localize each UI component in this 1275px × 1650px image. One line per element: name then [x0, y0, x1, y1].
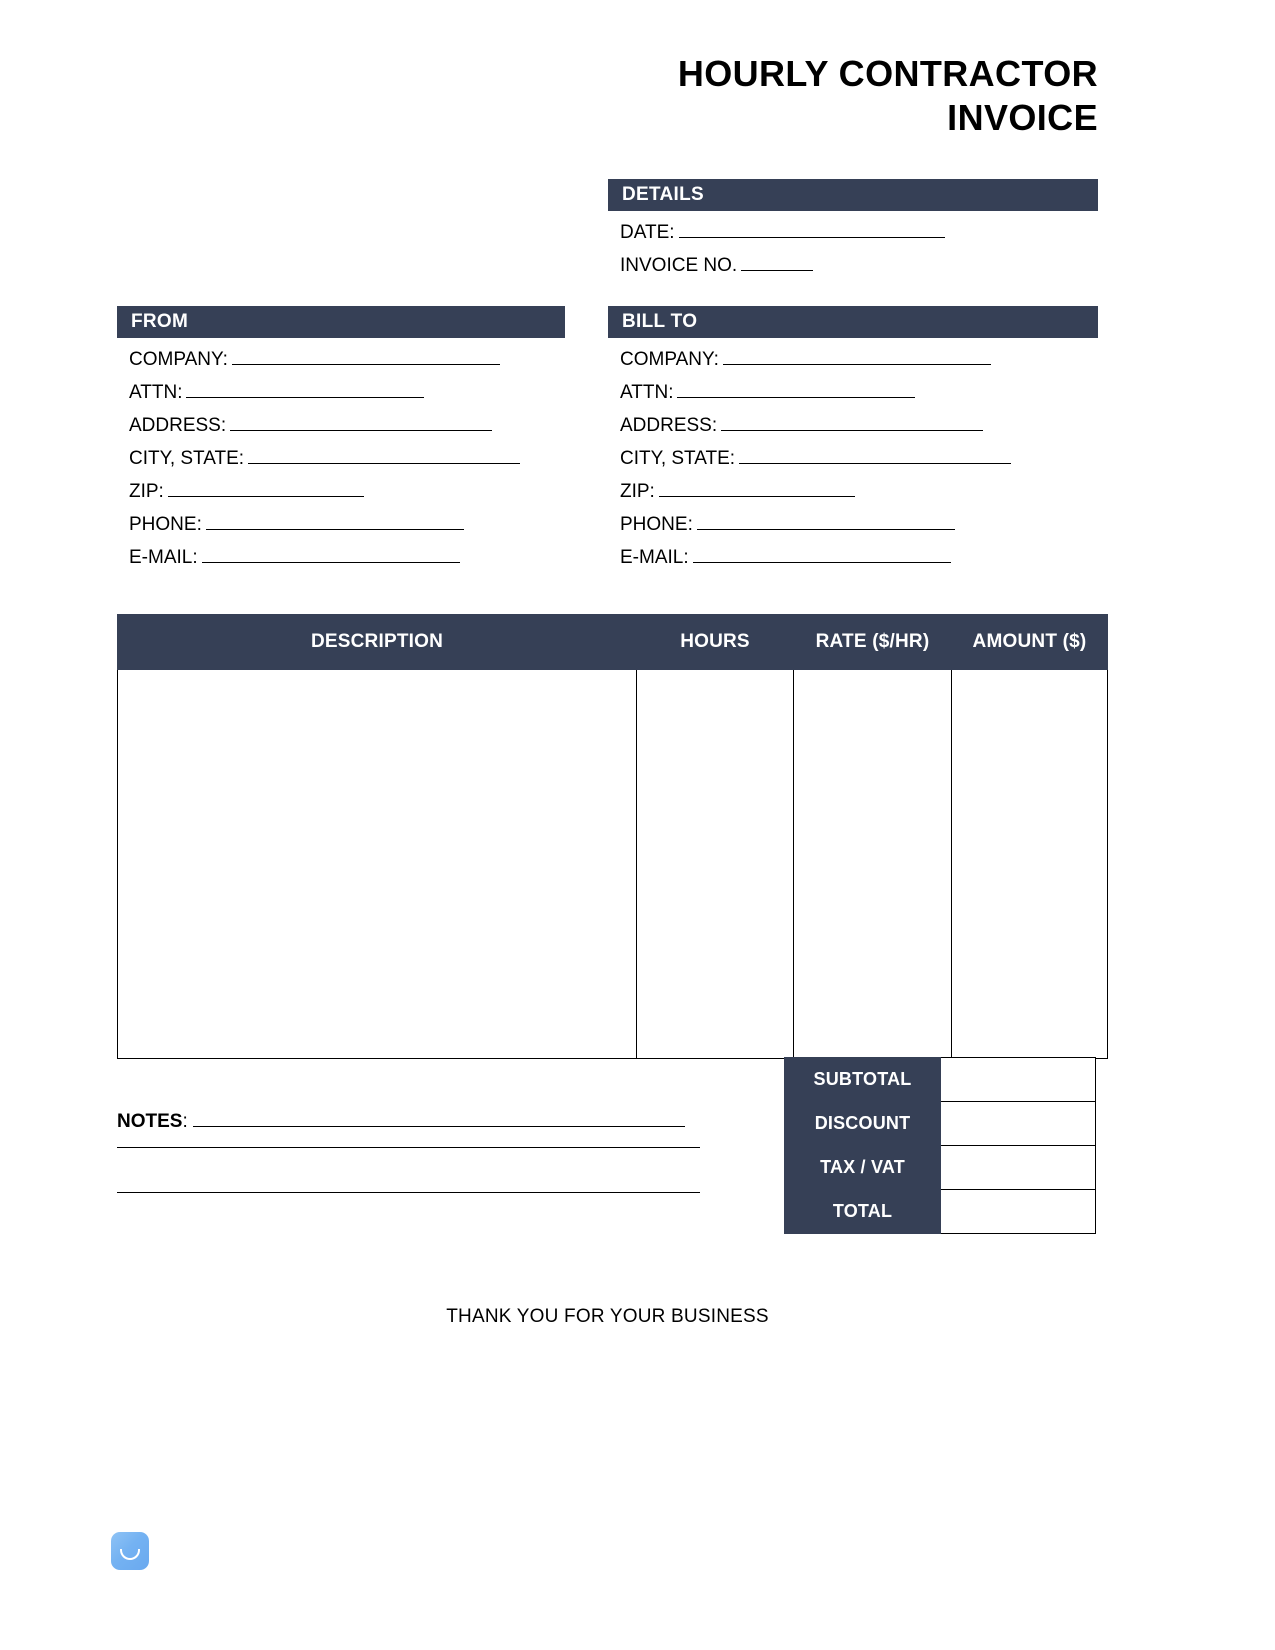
from-field-input[interactable] [202, 545, 460, 563]
totals-value-tax-vat[interactable] [941, 1146, 1096, 1190]
title-line-1: HOURLY CONTRACTOR [677, 53, 1098, 94]
totals-value-discount[interactable] [941, 1102, 1096, 1146]
details-field-row [620, 216, 1100, 249]
details-field-row [620, 249, 1100, 282]
from-field-input[interactable] [206, 512, 464, 530]
bill-to-field-row [620, 508, 1110, 541]
bill-to-field-label: PHONE: [620, 514, 693, 535]
from-field-label: ATTN: [129, 382, 183, 403]
column-header-rate: RATE ($/HR) [794, 615, 952, 670]
notes-input-line-1[interactable] [193, 1110, 685, 1127]
from-field-input[interactable] [186, 380, 424, 398]
notes-third-row [117, 1192, 717, 1237]
from-field-row [129, 541, 579, 574]
bill-to-field-row [620, 541, 1110, 574]
from-field-row [129, 376, 579, 409]
from-field-label: COMPANY: [129, 349, 228, 370]
smile-logo-icon [111, 1532, 149, 1570]
totals-value-total[interactable] [941, 1190, 1096, 1234]
from-field-label: ZIP: [129, 481, 164, 502]
from-field-row [129, 343, 579, 376]
column-header-amount: AMOUNT ($) [952, 615, 1108, 670]
thank-you-note: THANK YOU FOR YOUR BUSINESS [446, 1306, 769, 1327]
from-field-label: CITY, STATE: [129, 448, 245, 469]
bill-to-field-row [620, 343, 1110, 376]
details-field-input[interactable] [741, 253, 813, 271]
bill-to-field-label: COMPANY: [620, 349, 719, 370]
details-field-input[interactable] [679, 220, 945, 238]
line-items-header-row [118, 615, 1108, 670]
from-field-input[interactable] [168, 479, 364, 497]
bill-to-field-input[interactable] [693, 545, 951, 563]
from-field-input[interactable] [248, 446, 520, 464]
cell-hours[interactable] [637, 670, 794, 1059]
notes-input-line-2[interactable] [117, 1147, 700, 1148]
totals-row-discount [785, 1102, 1096, 1146]
bill-to-field-input[interactable] [721, 413, 983, 431]
from-field-row [129, 508, 579, 541]
from-field-label: E-MAIL: [129, 547, 198, 568]
from-field-row [129, 475, 579, 508]
notes-input-line-3[interactable] [117, 1192, 700, 1193]
from-field-row [129, 442, 579, 475]
column-header-hours: HOURS [637, 615, 794, 670]
totals-label-discount: DISCOUNT [785, 1102, 941, 1146]
totals-label-subtotal: SUBTOTAL [785, 1058, 941, 1102]
totals-table [784, 1057, 1096, 1234]
bill-to-field-label: CITY, STATE: [620, 448, 736, 469]
details-field-label: INVOICE NO. [620, 255, 738, 276]
from-field-input[interactable] [232, 347, 500, 365]
details-field-label: DATE: [620, 222, 675, 243]
bill-to-field-label: E-MAIL: [620, 547, 689, 568]
totals-row-total [785, 1190, 1096, 1234]
title-line-2: INVOICE [947, 97, 1098, 138]
line-items-table-head [118, 615, 1108, 670]
cell-description[interactable] [118, 670, 637, 1059]
totals-row-tax-vat [785, 1146, 1096, 1190]
bill-to-field-input[interactable] [677, 380, 915, 398]
bill-to-field-label: ADDRESS: [620, 415, 718, 436]
totals-row-subtotal [785, 1058, 1096, 1102]
bill-to-field-input[interactable] [659, 479, 855, 497]
from-fields [129, 343, 579, 574]
totals-table-body [785, 1058, 1096, 1234]
details-section-header [608, 179, 1098, 211]
notes-second-row [117, 1147, 717, 1192]
bill-to-field-label: ZIP: [620, 481, 655, 502]
line-items-table [117, 614, 1108, 1059]
from-section-header [117, 306, 565, 338]
notes-first-row [117, 1102, 717, 1147]
from-heading-label: FROM [131, 311, 189, 332]
bill-to-fields [620, 343, 1110, 574]
bill-to-field-row [620, 409, 1110, 442]
cell-amount[interactable] [952, 670, 1108, 1059]
bill-to-heading-label: BILL TO [622, 311, 698, 332]
bill-to-section-header [608, 306, 1098, 338]
notes-label: NOTES [117, 1111, 183, 1132]
details-fields [620, 216, 1100, 282]
line-items-table-body [118, 670, 1108, 1059]
details-heading-label: DETAILS [622, 184, 704, 205]
smile-arc-icon [120, 1549, 140, 1560]
bill-to-field-label: ATTN: [620, 382, 674, 403]
column-header-description: DESCRIPTION [118, 615, 637, 670]
from-field-row [129, 409, 579, 442]
totals-label-total: TOTAL [785, 1190, 941, 1234]
bill-to-field-input[interactable] [739, 446, 1011, 464]
from-field-label: ADDRESS: [129, 415, 227, 436]
bill-to-field-row [620, 442, 1110, 475]
bill-to-field-input[interactable] [723, 347, 991, 365]
from-field-input[interactable] [230, 413, 492, 431]
cell-rate[interactable] [794, 670, 952, 1059]
bill-to-field-row [620, 475, 1110, 508]
totals-value-subtotal[interactable] [941, 1058, 1096, 1102]
notes-section [117, 1102, 717, 1237]
totals-label-tax-vat: TAX / VAT [785, 1146, 941, 1190]
notes-colon: : [182, 1111, 188, 1132]
table-row [118, 670, 1108, 1059]
bill-to-field-input[interactable] [697, 512, 955, 530]
page-title [430, 52, 1098, 140]
bill-to-field-row [620, 376, 1110, 409]
from-field-label: PHONE: [129, 514, 202, 535]
